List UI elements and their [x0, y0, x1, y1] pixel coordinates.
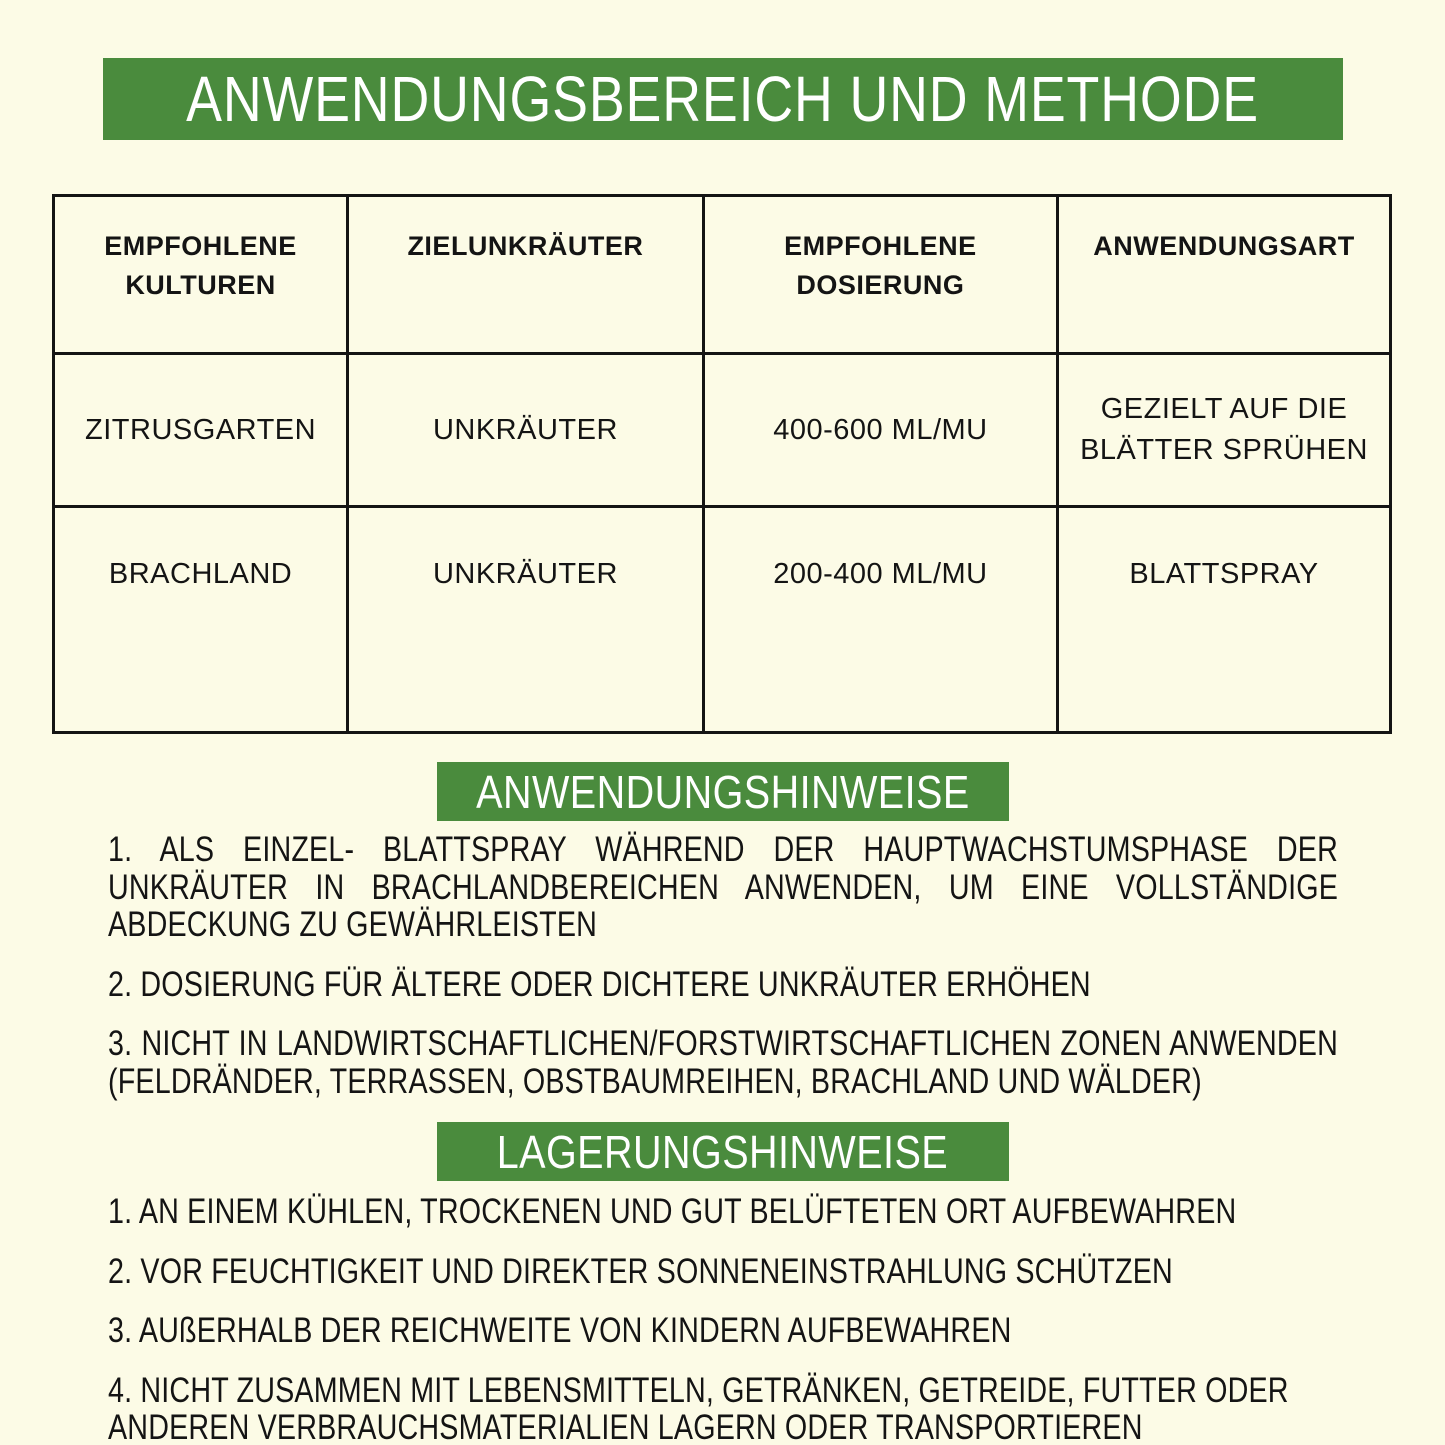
storage-note-item: 4. NICHT ZUSAMMEN MIT LEBENSMITTELN, GETRÄNKEN, GETREIDE, FUTTER ODER ANDEREN VERBRAUCHSMATERIALIEN LAGERN ODER TRANSPORTIEREN: [108, 1370, 1289, 1445]
table-cell-anwendungsart: GEZIELT AUF DIE BLÄTTER SPRÜHEN: [1058, 354, 1391, 507]
table-row: [54, 507, 1391, 733]
table-cell-anwendungsart: BLATTSPRAY: [1058, 507, 1391, 733]
storage-notes-title: LAGERUNGSHINWEISE: [496, 1125, 949, 1178]
application-notes-list: [108, 831, 1348, 1100]
storage-note-item: 2. VOR FEUCHTIGKEIT UND DIREKTER SONNENEINSTRAHLUNG SCHÜTZEN: [108, 1251, 1173, 1291]
table-cell-dosierung: 400-600 ML/MU: [703, 354, 1057, 507]
column-header-anwendungsart: ANWENDUNGSART: [1058, 196, 1391, 354]
storage-notes-list: [108, 1193, 1348, 1445]
storage-note-item: 3. AUßERHALB DER REICHWEITE VON KINDERN AUFBEWAHREN: [108, 1311, 1012, 1350]
table-row: [54, 354, 1391, 507]
table-cell-zielunkraut: UNKRÄUTER: [348, 507, 704, 733]
column-header-dosierung: EMPFOHLENE DOSIERUNG: [703, 196, 1057, 354]
application-table: [52, 194, 1392, 734]
application-notes-title: ANWENDUNGSHINWEISE: [475, 765, 970, 818]
application-note-item: 3. NICHT IN LANDWIRTSCHAFTLICHEN/FORSTWIRTSCHAFTLICHEN ZONEN ANWENDEN (FELDRÄNDER, TERRASSEN, OBSTBAUMREIHEN, BRACHLAND UND WÄLDER): [108, 1024, 1338, 1101]
table-cell-kultur: BRACHLAND: [54, 507, 348, 733]
table-cell-zielunkraut: UNKRÄUTER: [348, 354, 704, 507]
column-header-zielunkraeuter: ZIELUNKRÄUTER: [348, 196, 704, 354]
page-title: ANWENDUNGSBEREICH UND METHODE: [186, 63, 1259, 135]
application-note-item: 1. ALS EINZEL- BLATTSPRAY WÄHREND DER HAUPTWACHSTUMSPHASE DER UNKRÄUTER IN BRACHLANDBEREICHEN ANWENDEN, UM EINE VOLLSTÄNDIGE ABDECKUNG ZU GEWÄHRLEISTEN: [108, 830, 1338, 944]
application-notes-banner: [437, 762, 1009, 821]
table-header-row: [54, 196, 1391, 354]
title-banner: [103, 58, 1343, 140]
application-note-item: 2. DOSIERUNG FÜR ÄLTERE ODER DICHTERE UNKRÄUTER ERHÖHEN: [108, 964, 1091, 1004]
table-cell-dosierung: 200-400 ML/MU: [703, 507, 1057, 733]
storage-note-item: 1. AN EINEM KÜHLEN, TROCKENEN UND GUT BELÜFTETEN ORT AUFBEWAHREN: [108, 1192, 1237, 1231]
table-cell-kultur: ZITRUSGARTEN: [54, 354, 348, 507]
column-header-kulturen: EMPFOHLENE KULTUREN: [54, 196, 348, 354]
storage-notes-banner: [437, 1122, 1009, 1181]
